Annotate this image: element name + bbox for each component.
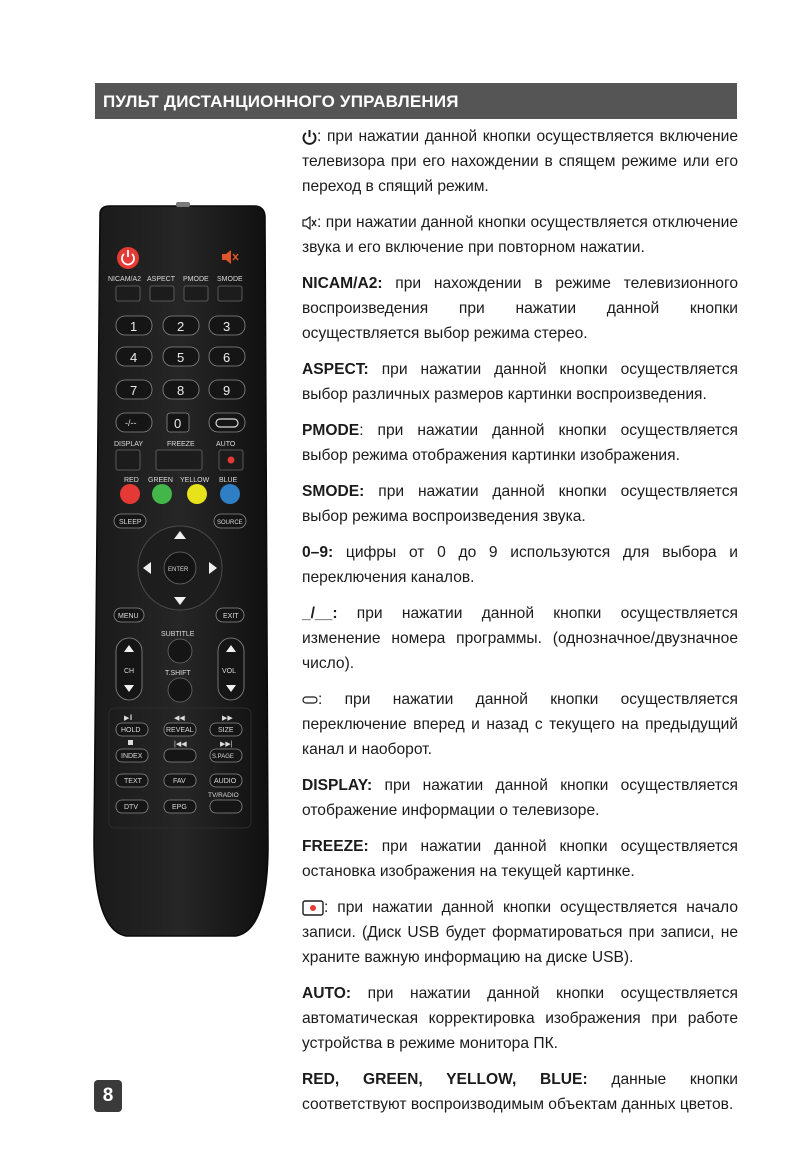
- remote-index-label: INDEX: [121, 753, 143, 760]
- entry-digits: 0–9: цифры от 0 до 9 используются для выбора и переключения каналов.: [302, 544, 738, 586]
- remote-hold-label: HOLD: [121, 727, 141, 734]
- remote-digit-7: 7: [130, 383, 138, 398]
- remote-label-pmode: PMODE: [183, 276, 209, 283]
- entry-recall: : при нажатии данной кнопки осуществляется переключение вперед и назад с текущего на предыдущий канал и наоборот.: [302, 691, 738, 758]
- remote-ch-label: CH: [124, 668, 135, 675]
- entry-freeze: FREEZE: при нажатии данной кнопки осуществляется остановка изображения на текущей картинке.: [302, 838, 738, 880]
- remote-exit-label: EXIT: [223, 613, 239, 620]
- remote-dtv-label: DTV: [124, 804, 138, 811]
- entry-smode: SMODE: при нажатии данной кнопки осуществляется выбор режима воспроизведения звука.: [302, 483, 738, 525]
- description-column: [302, 124, 738, 1128]
- section-header: [95, 83, 737, 119]
- entry-power: : при нажатии данной кнопки осуществляется включение телевизора при его нахождении в спящем режиме или его переход в спящий режим.: [302, 128, 738, 195]
- remote-dash-label: -/--: [125, 418, 137, 428]
- recall-icon: [302, 695, 318, 705]
- remote-epg-label: EPG: [172, 804, 187, 811]
- remote-control-illustration: [86, 200, 276, 940]
- remote-digit-9: 9: [223, 383, 231, 398]
- remote-green-label: GREEN: [148, 477, 173, 484]
- remote-label-nicam: NICAM/A2: [108, 276, 142, 283]
- remote-label-smode: SMODE: [217, 276, 243, 283]
- remote-blue-button: [220, 484, 240, 504]
- remote-vol-label: VOL: [222, 668, 237, 675]
- remote-yellow-label: YELLOW: [180, 477, 210, 484]
- entry-nicam: NICAM/A2: при нахождении в режиме телевизионного воспроизведения при нажатии данной кнопки осуществляется выбор режима стерео.: [302, 275, 738, 342]
- remote-digit-2: 2: [177, 319, 185, 334]
- remote-tvradio-label: TV/RADIO: [208, 792, 239, 799]
- entry-aspect: ASPECT: при нажатии данной кнопки осуществляется выбор различных размеров картинки воспроизведения.: [302, 361, 738, 403]
- remote-digit-6: 6: [223, 350, 231, 365]
- remote-red-button: [120, 484, 140, 504]
- remote-fav-label: FAV: [173, 778, 186, 785]
- svg-text:▶▶|: ▶▶|: [220, 741, 233, 748]
- remote-red-label: RED: [124, 477, 139, 484]
- remote-sleep-label: SLEEP: [119, 519, 142, 526]
- entry-pmode: PMODE: при нажатии данной кнопки осуществляется выбор режима отображения картинки изображения.: [302, 422, 738, 464]
- svg-text:▶▶: ▶▶: [222, 715, 233, 722]
- svg-text:▶‖: ▶‖: [124, 715, 133, 722]
- power-icon: [302, 129, 317, 145]
- entry-mute: : при нажатии данной кнопки осуществляется отключение звука и его включение при повторном нажатии.: [302, 214, 738, 256]
- entry-display: DISPLAY: при нажатии данной кнопки осуществляется отображение информации о телевизоре.: [302, 777, 738, 819]
- record-icon: [302, 900, 324, 916]
- entry-dash: _/__: при нажатии данной кнопки осуществляется изменение номера программы. (однозначное/двузначное число).: [302, 605, 738, 672]
- remote-digit-8: 8: [177, 383, 185, 398]
- remote-display-label: DISPLAY: [114, 441, 144, 448]
- remote-yellow-button: [187, 484, 207, 504]
- remote-source-label: SOURCE: [217, 520, 243, 526]
- remote-freeze-label: FREEZE: [167, 441, 195, 448]
- remote-spage-label: S.PAGE: [212, 754, 234, 760]
- svg-text:|◀◀: |◀◀: [174, 741, 187, 748]
- svg-text:◀◀: ◀◀: [174, 715, 185, 722]
- remote-digit-4: 4: [130, 350, 138, 365]
- remote-enter-label: ENTER: [168, 567, 189, 573]
- remote-digit-0: 0: [174, 416, 182, 431]
- remote-digit-1: 1: [130, 319, 138, 334]
- entry-record: : при нажатии данной кнопки осуществляется начало записи. (Диск USB будет форматироваться при записи, не храните важную информацию на диске USB).: [302, 899, 738, 966]
- remote-tshift-label: T.SHIFT: [165, 670, 191, 677]
- remote-subtitle-label: SUBTITLE: [161, 631, 195, 638]
- remote-text-label: TEXT: [124, 778, 142, 785]
- mute-icon: [302, 216, 317, 230]
- page-number: 8: [102, 1085, 114, 1106]
- remote-audio-label: AUDIO: [214, 778, 237, 785]
- entry-colors: RED, GREEN, YELLOW, BLUE: данные кнопки соответствуют воспроизводимым объектам данных цветов.: [302, 1071, 738, 1113]
- remote-reveal-label: REVEAL: [166, 727, 194, 734]
- remote-label-aspect: ASPECT: [147, 276, 176, 283]
- section-title: ПУЛЬТ ДИСТАНЦИОННОГО УПРАВЛЕНИЯ: [103, 92, 459, 111]
- remote-green-button: [152, 484, 172, 504]
- remote-digit-5: 5: [177, 350, 185, 365]
- remote-auto-label: AUTO: [216, 441, 236, 448]
- entry-auto: AUTO: при нажатии данной кнопки осуществляется автоматическая корректировка изображения при работе устройства в режиме монитора ПК.: [302, 985, 738, 1052]
- remote-size-label: SIZE: [218, 727, 234, 734]
- page-number-badge: [94, 1080, 122, 1112]
- remote-digit-3: 3: [223, 319, 231, 334]
- remote-menu-label: MENU: [118, 613, 139, 620]
- remote-blue-label: BLUE: [219, 477, 238, 484]
